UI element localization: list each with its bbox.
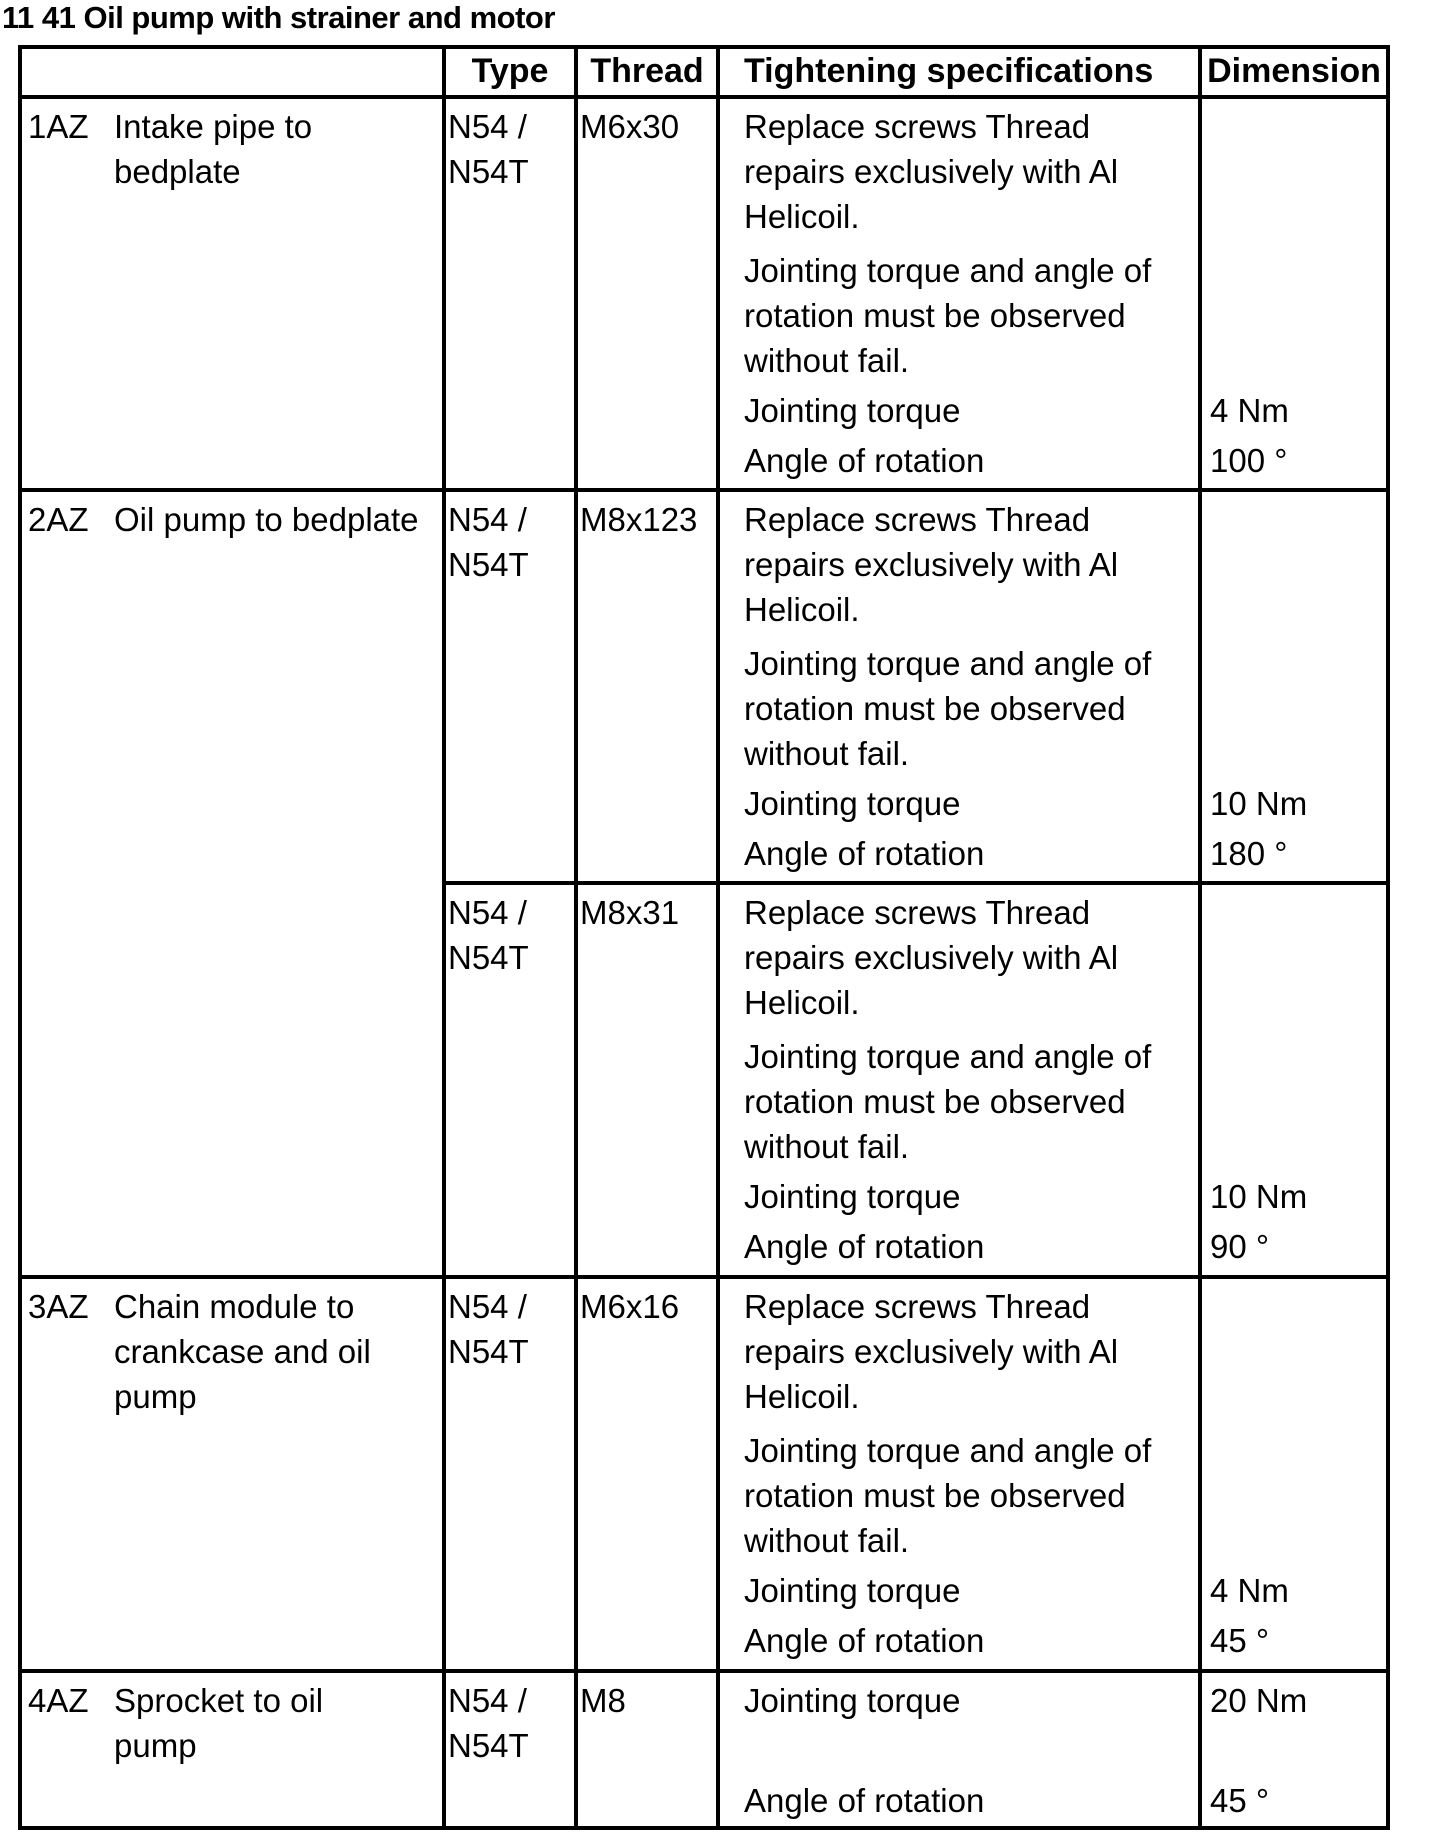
- table-border: [574, 45, 578, 1830]
- row-thread: M8: [580, 1682, 626, 1719]
- row-code: 3AZ: [28, 1288, 89, 1325]
- angle-label: Angle of rotation: [744, 1782, 985, 1819]
- tightening-spec-table: [18, 45, 1390, 1830]
- row-code: 2AZ: [28, 501, 89, 538]
- header-type: Type: [471, 52, 549, 90]
- row-description: Intake pipe to bedplate: [114, 108, 313, 190]
- table-border: [18, 1275, 1390, 1279]
- table-border: [18, 95, 1390, 99]
- header-tightening-specifications: Tightening specifications: [744, 52, 1154, 90]
- angle-label: Angle of rotation: [744, 1228, 985, 1265]
- row-spec: [744, 890, 1184, 1178]
- row-type: N54 / N54T: [448, 1288, 529, 1370]
- angle-value: 90 °: [1210, 1228, 1270, 1265]
- header-dimension: Dimension: [1207, 52, 1381, 90]
- row-type: N54 / N54T: [448, 894, 529, 976]
- row-thread: M8x31: [580, 894, 680, 931]
- torque-value: 10 Nm: [1210, 785, 1308, 822]
- table-border: [18, 45, 22, 1830]
- torque-value: 20 Nm: [1210, 1682, 1308, 1719]
- row-code: 4AZ: [28, 1682, 89, 1719]
- table-border: [1386, 45, 1390, 1830]
- header-thread: Thread: [590, 52, 704, 90]
- page-title: 11 41 Oil pump with strainer and motor: [2, 0, 555, 35]
- row-spec: [744, 497, 1184, 785]
- torque-label: Jointing torque: [744, 1682, 961, 1719]
- row-description: Chain module to crankcase and oil pump: [114, 1288, 371, 1415]
- spec-note-observe: Jointing torque and angle of rotation must be observed without fail.: [744, 1432, 1152, 1559]
- row-thread: M6x30: [580, 108, 680, 145]
- angle-value: 180 °: [1210, 835, 1288, 872]
- table-border: [716, 45, 720, 1830]
- row-type: N54 / N54T: [448, 501, 529, 583]
- table-border: [18, 1826, 1390, 1830]
- torque-label: Jointing torque: [744, 1572, 961, 1609]
- spec-note-replace: Replace screws Thread repairs exclusively with Al Helicoil.: [744, 501, 1119, 628]
- torque-value: 4 Nm: [1210, 1572, 1289, 1609]
- spec-note-replace: Replace screws Thread repairs exclusively with Al Helicoil.: [744, 1288, 1119, 1415]
- row-spec: [744, 104, 1184, 392]
- torque-value: 4 Nm: [1210, 392, 1289, 429]
- angle-label: Angle of rotation: [744, 835, 985, 872]
- spec-note-observe: Jointing torque and angle of rotation must be observed without fail.: [744, 645, 1152, 772]
- angle-label: Angle of rotation: [744, 1622, 985, 1659]
- table-border: [442, 45, 446, 1830]
- row-thread: M6x16: [580, 1288, 680, 1325]
- angle-label: Angle of rotation: [744, 442, 985, 479]
- row-thread: M8x123: [580, 501, 698, 538]
- torque-label: Jointing torque: [744, 392, 961, 429]
- row-type: N54 / N54T: [448, 1682, 529, 1764]
- spec-note-replace: Replace screws Thread repairs exclusively with Al Helicoil.: [744, 894, 1119, 1021]
- table-border: [18, 1669, 1390, 1673]
- row-spec: [744, 1284, 1184, 1572]
- angle-value: 100 °: [1210, 442, 1288, 479]
- row-description: Oil pump to bedplate: [114, 501, 419, 538]
- angle-value: 45 °: [1210, 1782, 1270, 1819]
- spec-note-observe: Jointing torque and angle of rotation must be observed without fail.: [744, 1038, 1152, 1165]
- row-code: 1AZ: [28, 108, 89, 145]
- spec-note-replace: Replace screws Thread repairs exclusively with Al Helicoil.: [744, 108, 1119, 235]
- torque-label: Jointing torque: [744, 1178, 961, 1215]
- angle-value: 45 °: [1210, 1622, 1270, 1659]
- table-border: [1198, 45, 1202, 1830]
- row-description: Sprocket to oil pump: [114, 1682, 324, 1764]
- torque-label: Jointing torque: [744, 785, 961, 822]
- table-border: [18, 488, 1390, 492]
- table-border: [442, 881, 1390, 885]
- torque-value: 10 Nm: [1210, 1178, 1308, 1215]
- spec-note-observe: Jointing torque and angle of rotation must be observed without fail.: [744, 252, 1152, 379]
- row-type: N54 / N54T: [448, 108, 529, 190]
